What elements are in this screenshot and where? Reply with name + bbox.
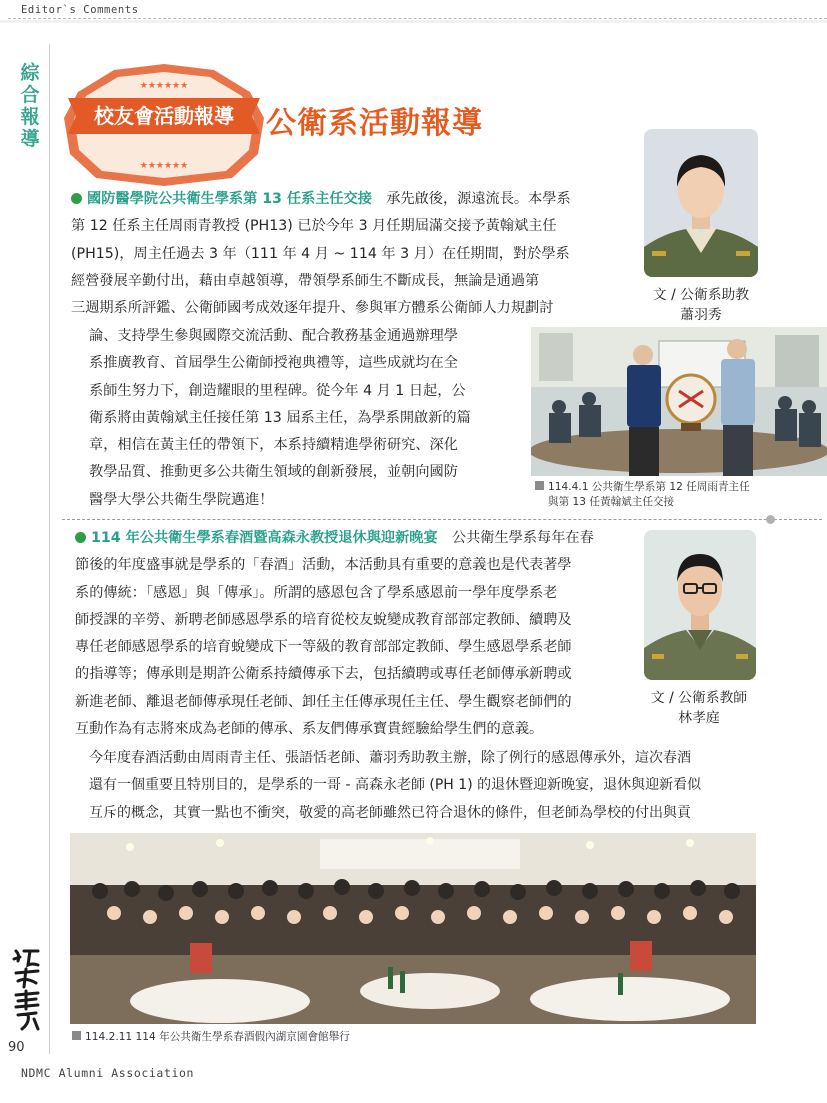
footer-label: NDMC Alumni Association [21, 1066, 195, 1080]
handover-photo [531, 327, 827, 476]
article1-line: 衛系將由黃翰斌主任接任第 13 屆系主任，為學系開啟新的篇 [89, 409, 471, 426]
article1-lead: 國防醫學院公共衛生學系第 13 任系主任交接 [87, 191, 372, 207]
group-photo [70, 833, 756, 1024]
article1-line-text: 承先啟後，源遠流長。本學系 [386, 191, 571, 207]
section-divider [62, 519, 822, 520]
bullet-icon [71, 193, 82, 204]
article1-narrow-block [89, 323, 519, 514]
author-name: 蕭羽秀 [680, 307, 722, 323]
article2-line: 節後的年度盛事就是學系的「春酒」活動，本活動具有重要的意義也是代表著學 [75, 557, 572, 574]
article2-line: 系的傳統：「感恩」與「傳承」。所謂的感恩包含了學系感恩前一學年度學系老 [75, 584, 558, 601]
photo-caption-line [535, 480, 795, 495]
article2-wide-block [89, 745, 755, 827]
article2-top-block [75, 525, 607, 743]
side-title-char: 導 [20, 128, 40, 150]
margin-rule [49, 44, 50, 1054]
article2-line: 今年度春酒活動由周雨青主任、張語恬老師、蕭羽秀助教主辦，除了例行的感恩傳承外，這次春酒 [89, 750, 691, 766]
article2-author [632, 688, 766, 728]
article2-line [75, 525, 607, 552]
page-number: 90 [8, 1040, 25, 1055]
photo-caption-text: 114.2.11 114 年公共衛生學系春酒假內湖京園會館舉行 [85, 1031, 350, 1043]
article2-lead: 114 年公共衛生學系春酒暨高森永教授退休與迎新晚宴 [91, 530, 438, 546]
article1-line: 章，相信在黃主任的帶領下，本系持續精進學術研究、深化 [89, 437, 458, 454]
photo-caption-text: 114.4.1 公共衛生學系第 12 任周雨青主任 [548, 481, 750, 493]
article1-line: 系推廣教育、首屆學生公衛師授袍典禮等，這些成就均在全 [89, 355, 458, 372]
article1-line: 教學品質、推動更多公共衛生領域的創新發展，並朝向國防 [89, 464, 458, 481]
article1-line: 系師生努力下，創造耀眼的里程碑。從今年 4 月 1 日起，公 [89, 382, 466, 399]
author-role: 文 / 公衛系教師 [650, 690, 748, 706]
side-title-char: 綜 [20, 62, 40, 84]
page-header [0, 0, 827, 44]
svg-text:★★★★★★: ★★★★★★ [139, 81, 189, 91]
article2-line: 互斥的概念，其實一點也不衝突，敬愛的高老師雖然已符合退休的條件，但老師為學校的付出與貢 [89, 804, 691, 821]
header-band [0, 20, 827, 23]
header-label: Editor`s Comments [21, 4, 139, 16]
article2-line: 還有一個重要且特別目的，是學系的一哥 - 高森永老師 (PH 1) 的退休暨迎新晚宴，退休與迎新看似 [89, 777, 702, 794]
bullet-icon [75, 532, 86, 543]
photo-caption-line: 與第 13 任黃翰斌主任交接 [548, 496, 675, 508]
article1-line: (PH15)，周主任過去 3 年（111 年 4 月 ~ 114 年 3 月）在任期間，對於學系 [71, 245, 570, 262]
author-name: 林孝庭 [678, 710, 720, 726]
article1-line [71, 186, 603, 213]
article1-line: 第 12 任系主任周雨青教授 (PH13) 已於今年 3 月任期屆滿交接予黃翰斌主任 [71, 218, 557, 235]
side-title-char: 報 [20, 106, 40, 128]
group-photo-caption [72, 1030, 572, 1045]
article2-line: 專任老師感恩學系的培育蛻變成下一等級的教育部部定教師、學生感恩學系老師 [75, 639, 572, 656]
article1-line: 醫學大學公共衛生學院邁進！ [89, 491, 274, 508]
caption-square-icon [72, 1031, 81, 1040]
article2-line: 互動作為有志將來成為老師的傳承、系友們傳承寶貴經驗給學生們的意義。 [75, 721, 544, 738]
svg-text:★★★★★★: ★★★★★★ [139, 161, 189, 171]
article1-line: 三週期系所評鑑、公衛師國考成效逐年提升、參與軍方體系公衛師人力規劃討 [71, 300, 554, 317]
article2-line: 新進老師、離退老師傳承現任老師、卸任主任傳承現任主任、學生觀察老師們的 [75, 693, 572, 710]
author-portrait [644, 129, 758, 277]
caption-square-icon [535, 481, 544, 490]
article1-line: 論、支持學生參與國際交流活動、配合教務基金通過辦理學 [89, 328, 458, 344]
section-badge [64, 62, 264, 188]
author-role: 文 / 公衛系助教 [652, 287, 750, 303]
calligraphy-logo [10, 945, 44, 1033]
article2-line: 師授課的辛勞、新聘老師感恩學系的培育從校友蛻變成教育部部定教師、續聘及 [75, 611, 572, 628]
side-title-char: 合 [20, 84, 40, 106]
article1-author [634, 285, 768, 325]
author-portrait [644, 530, 756, 680]
article2-line-text: 公共衛生學系每年在春 [451, 530, 594, 546]
article2-line: 的指導等；傳承則是期許公衛系持續傳承下去，包括續聘或專任老師傳承新聘或 [75, 666, 572, 683]
article1-top-block [71, 186, 603, 322]
handover-photo-caption [535, 480, 795, 510]
header-dashed-line [8, 18, 827, 19]
article1-line: 經營發展辛勤付出，藉由卓越領導，帶領學系師生不斷成長，無論是通過第 [71, 272, 540, 289]
side-title [19, 62, 41, 150]
divider-dot [766, 515, 775, 524]
page-title: 公衛系活動報導 [266, 106, 483, 141]
badge-text: 校友會活動報導 [94, 104, 234, 128]
